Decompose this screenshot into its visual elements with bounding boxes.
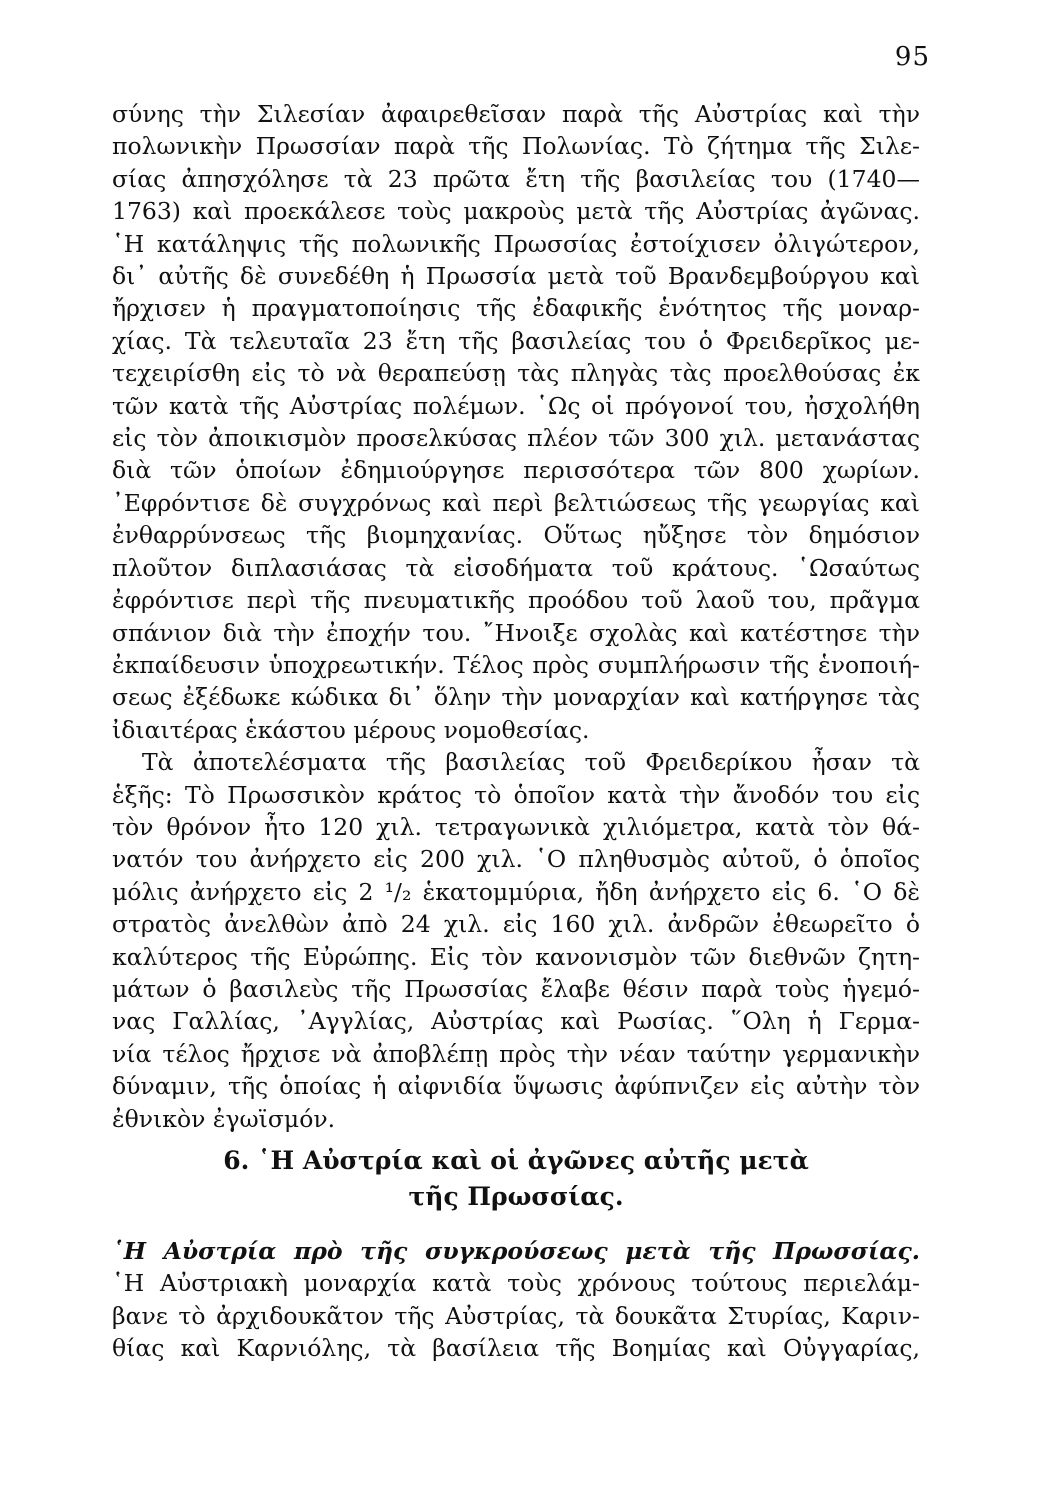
text-line: πλοῦτον διπλασιάσας τὰ εἰσοδήματα τοῦ κράτους. ῾Ωσαύτως [112,553,920,582]
text-line: καλύτερος τῆς Εὐρώπης. Εἰς τὸν κανονισμὸν τῶν διεθνῶν ζητη- [112,942,920,971]
text-line: χίας. Τὰ τελευταῖα 23 ἔτη τῆς βασιλείας του ὁ Φρειδερῖκος με- [112,326,920,355]
paragraph-3 [112,1235,920,1365]
text-line: σπάνιον διὰ τὴν ἐποχήν του. ῎Ηνοιξε σχολὰς καὶ κατέστησε τὴν [112,618,920,647]
text-line: ῾Η κατάληψις τῆς πολωνικῆς Πρωσσίας ἐστοίχισεν ὀλιγώτερον, [112,229,920,258]
text-line: Τὰ ἀποτελέσματα τῆς βασιλείας τοῦ Φρειδερίκου ἦσαν τὰ [142,748,920,777]
text-line: δύναμιν, τῆς ὁποίας ἡ αἰφνιδία ὕψωσις ἀφύπνιζεν εἰς αὐτὴν τὸν [112,1072,920,1101]
text-line: ἤρχισεν ἡ πραγματοποίησις τῆς ἐδαφικῆς ἑνότητος τῆς μοναρ- [112,294,920,323]
text-line: σύνης τὴν Σιλεσίαν ἀφαιρεθεῖσαν παρὰ τῆς Αὐστρίας καὶ τὴν [112,100,920,128]
text-line: μάτων ὁ βασιλεὺς τῆς Πρωσσίας ἔλαβε θέσιν παρὰ τοὺς ἡγεμό- [112,974,920,1003]
text-line: διὰ τῶν ὁποίων ἐδημιούργησε περισσότερα τῶν 800 χωρίων. [112,456,920,485]
section-heading-line: 6. ῾Η Αὐστρία καὶ οἱ ἀγῶνες αὐτῆς μετὰ [223,1146,809,1175]
text-line: ἐνθαρρύνσεως τῆς βιομηχανίας. Οὕτως ηὔξησε τὸν δημόσιον [112,521,920,550]
text-line: ἰδιαιτέρας ἑκάστου μέρους νομοθεσίας. [112,715,590,744]
text-line: σεως ἐξέδωκε κώδικα δι᾽ ὅλην τὴν μοναρχίαν καὶ κατήργησε τὰς [112,683,920,712]
paragraph-1 [112,98,920,746]
paragraph-2 [112,746,920,1135]
text-line: μόλις ἀνήρχετο εἰς 2 ¹/₂ ἑκατομμύρια, ἤδη ἀνήρχετο εἰς 6. ῾Ο δὲ [112,877,920,906]
text-line: ἐφρόντισε περὶ τῆς πνευματικῆς προόδου τοῦ λαοῦ του, πρᾶγμα [112,586,920,615]
text-line: ἑξῆς: Τὸ Πρωσσικὸν κράτος τὸ ὁποῖον κατὰ τὴν ἄνοδόν του εἰς [112,780,920,809]
section-heading [112,1143,920,1215]
text-line: ῾Η Αὐστριακὴ μοναρχία κατὰ τοὺς χρόνους τούτους περιελάμ- [112,1269,920,1298]
text-line: σίας ἀπησχόλησε τὰ 23 πρῶτα ἔτη τῆς βασιλείας του (1740— [112,164,920,193]
text-line: δι᾽ αὐτῆς δὲ συνεδέθη ἡ Πρωσσία μετὰ τοῦ Βρανδεμβούργου καὶ [112,262,920,291]
text-line: τεχειρίσθη εἰς τὸ νὰ θεραπεύσῃ τὰς πληγὰς τὰς προελθούσας ἐκ [112,359,920,388]
text-line: τῶν κατὰ τῆς Αὐστρίας πολέμων. ῾Ως οἱ πρόγονοί του, ἠσχολήθη [112,391,920,420]
text-line: εἰς τὸν ἀποικισμὸν προσελκύσας πλέον τῶν 300 χιλ. μετανάστας [112,424,920,453]
text-line: 1763) καὶ προεκάλεσε τοὺς μακροὺς μετὰ τῆς Αὐστρίας ἀγῶνας. [112,197,920,226]
text-line: ᾽Εφρόντισε δὲ συγχρόνως καὶ περὶ βελτιώσεως τῆς γεωργίας καὶ [112,488,920,517]
text-line: πολωνικὴν Πρωσσίαν παρὰ τῆς Πολωνίας. Τὸ ζήτημα τῆς Σιλε- [112,132,920,161]
sub-heading: ῾Η Αὐστρία πρὸ τῆς συγκρούσεως μετὰ τῆς Πρωσσίας. [112,1237,920,1265]
text-line: νας Γαλλίας, ᾽Αγγλίας, Αὐστρίας καὶ Ρωσίας. ῞Ολη ἡ Γερμα- [112,1007,920,1036]
text-line: νία τέλος ἤρχισε νὰ ἀποβλέπῃ πρὸς τὴν νέαν ταύτην γερμανικὴν [112,1039,920,1068]
text-line: ἐκπαίδευσιν ὑποχρεωτικήν. Τέλος πρὸς συμπλήρωσιν τῆς ἑνοποιή- [112,650,920,679]
text-line: θίας καὶ Καρνιόλης, τὰ βασίλεια τῆς Βοημίας καὶ Οὐγγαρίας, [112,1334,920,1363]
text-line: τὸν θρόνον ἦτο 120 χιλ. τετραγωνικὰ χιλιόμετρα, κατὰ τὸν θά- [112,812,920,841]
body-text [112,98,920,1365]
text-line: νατόν του ἀνήρχετο εἰς 200 χιλ. ῾Ο πληθυσμὸς αὐτοῦ, ὁ ὁποῖος [112,845,920,874]
section-heading-line: τῆς Πρωσσίας. [408,1182,624,1211]
text-line: στρατὸς ἀνελθὼν ἀπὸ 24 χιλ. εἰς 160 χιλ. ἀνδρῶν ἐθεωρεῖτο ὁ [112,910,920,939]
text-line: βανε τὸ ἀρχιδουκᾶτον τῆς Αὐστρίας, τὰ δουκᾶτα Στυρίας, Καριν- [112,1301,920,1330]
page-number: 95 [894,42,930,72]
text-line: ἐθνικὸν ἐγωϊσμόν. [112,1104,336,1133]
